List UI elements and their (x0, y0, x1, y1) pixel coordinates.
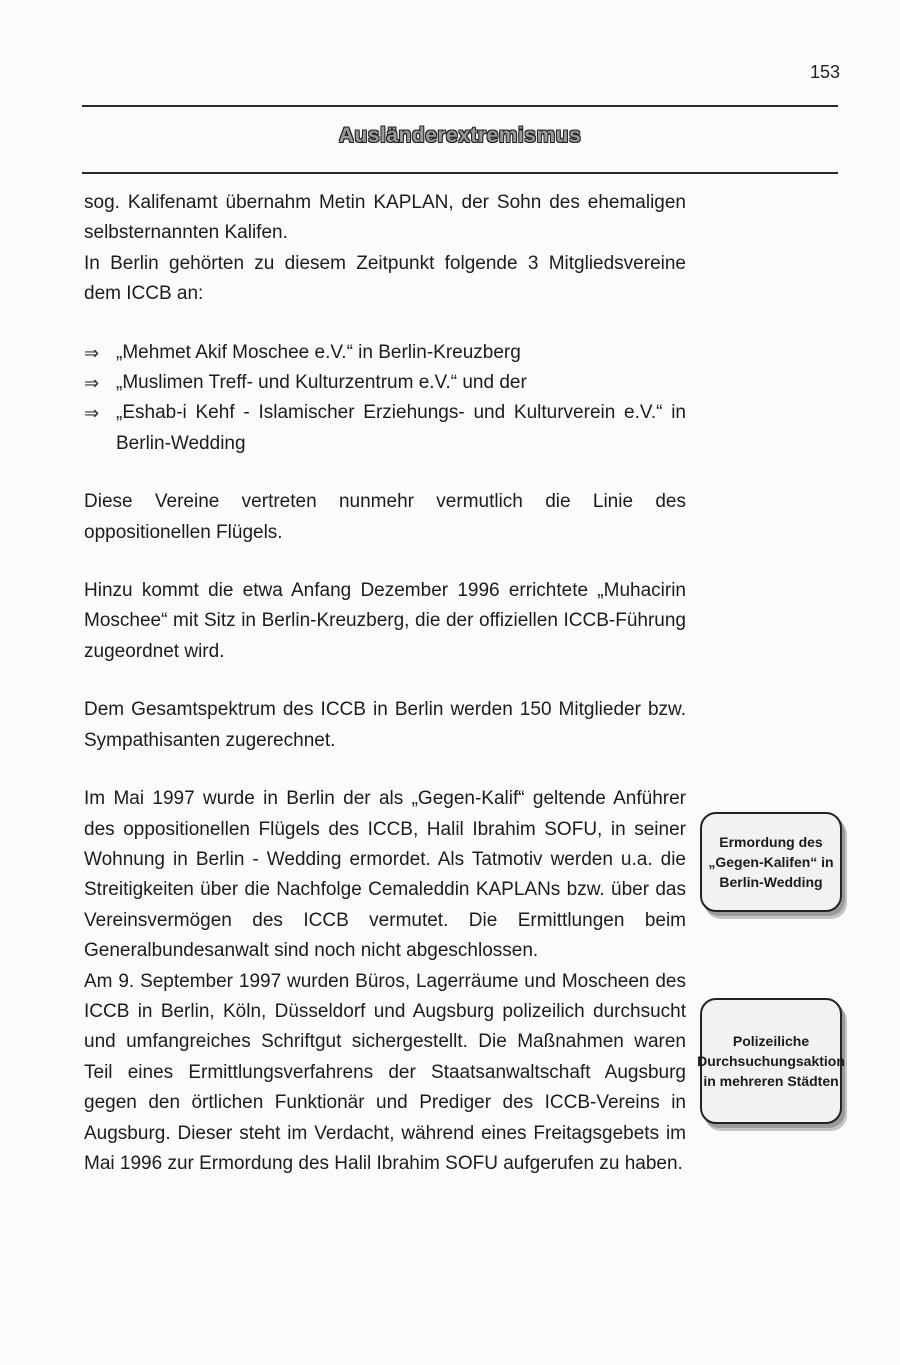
margin-note-text: Polizeiliche Durchsuchungsaktion in mehreren Städten (697, 1033, 845, 1089)
paragraph-mitgliedsvereine: In Berlin gehörten zu diesem Zeitpunkt folgende 3 Mitgliedsvereine dem ICCB an: (84, 252, 686, 305)
member-association-list (84, 338, 686, 460)
arrow-right-icon: ⇒ (84, 403, 100, 424)
header-rule-top (82, 105, 838, 107)
paragraph-oppositioneller-fluegel: Diese Vereine vertreten nunmehr vermutlich die Linie des oppositionellen Flügels. (84, 491, 686, 543)
paragraph-gesamtspektrum: Dem Gesamtspektrum des ICCB in Berlin werden 150 Mitglieder bzw. Sympathisanten zugerechnet. (84, 699, 686, 751)
paragraph-durchsuchung: Am 9. September 1997 wurden Büros, Lagerräume und Moscheen des ICCB in Berlin, Köln, Düsseldorf und Augsburg polizeilich durchsucht und umfangreiches Schriftgut sichergestellt. Die Maßnahmen waren Teil eines Ermittlungsverfahrens der Staatsanwaltschaft Augsburg gegen den örtlichen Funktionär und Prediger des ICCB-Vereins in Augsburg. Dieser steht im Verdacht, während eines Freitagsgebets im Mai 1996 zur Ermordung des Halil Ibrahim SOFU aufgerufen zu haben. (84, 970, 686, 1174)
main-text (84, 188, 686, 1179)
paragraph-kalifenamt: sog. Kalifenamt übernahm Metin KAPLAN, der Sohn des ehemaligen selbsternannten Kalifen. (84, 192, 686, 244)
header-rule-bottom (82, 172, 838, 174)
list-item: ⇒ „Muslimen Treff- und Kulturzentrum e.V.“ und der (84, 368, 686, 398)
arrow-right-icon: ⇒ (84, 373, 100, 394)
paragraph-ermordung: Im Mai 1997 wurde in Berlin der als „Gegen-Kalif“ geltende Anführer des oppositionellen Flügels des ICCB, Halil Ibrahim SOFU, in seiner Wohnung in Berlin - Wedding ermordet. Als Tatmotiv werden u.a. die Streitigkeiten über die Nachfolge Cemaleddin KAPLANs bzw. über das Vereinsvermögen des ICCB vermutet. Die Ermittlungen beim Generalbundesanwalt sind noch nicht abgeschlossen. (84, 788, 686, 962)
section-title: Ausländerextremismus (338, 124, 582, 147)
paragraph-muhacirin-moschee: Hinzu kommt die etwa Anfang Dezember 1996 errichtete „Muhacirin Moschee“ mit Sitz in Berlin-Kreuzberg, die der offiziellen ICCB-Führung zugeordnet wird. (84, 580, 686, 662)
margin-note-durchsuchung (697, 998, 845, 1124)
margin-note-ermordung (700, 812, 842, 912)
list-item: ⇒ „Mehmet Akif Moschee e.V.“ in Berlin-Kreuzberg (84, 338, 686, 368)
page-number: 153 (809, 62, 840, 82)
list-item: ⇒ „Eshab-i Kehf - Islamischer Erziehungs- und Kulturverein e.V.“ in Berlin-Wedding (84, 398, 686, 459)
arrow-right-icon: ⇒ (84, 342, 100, 363)
margin-note-text: Ermordung des „Gegen-Kalifen“ in Berlin-Wedding (708, 834, 834, 890)
